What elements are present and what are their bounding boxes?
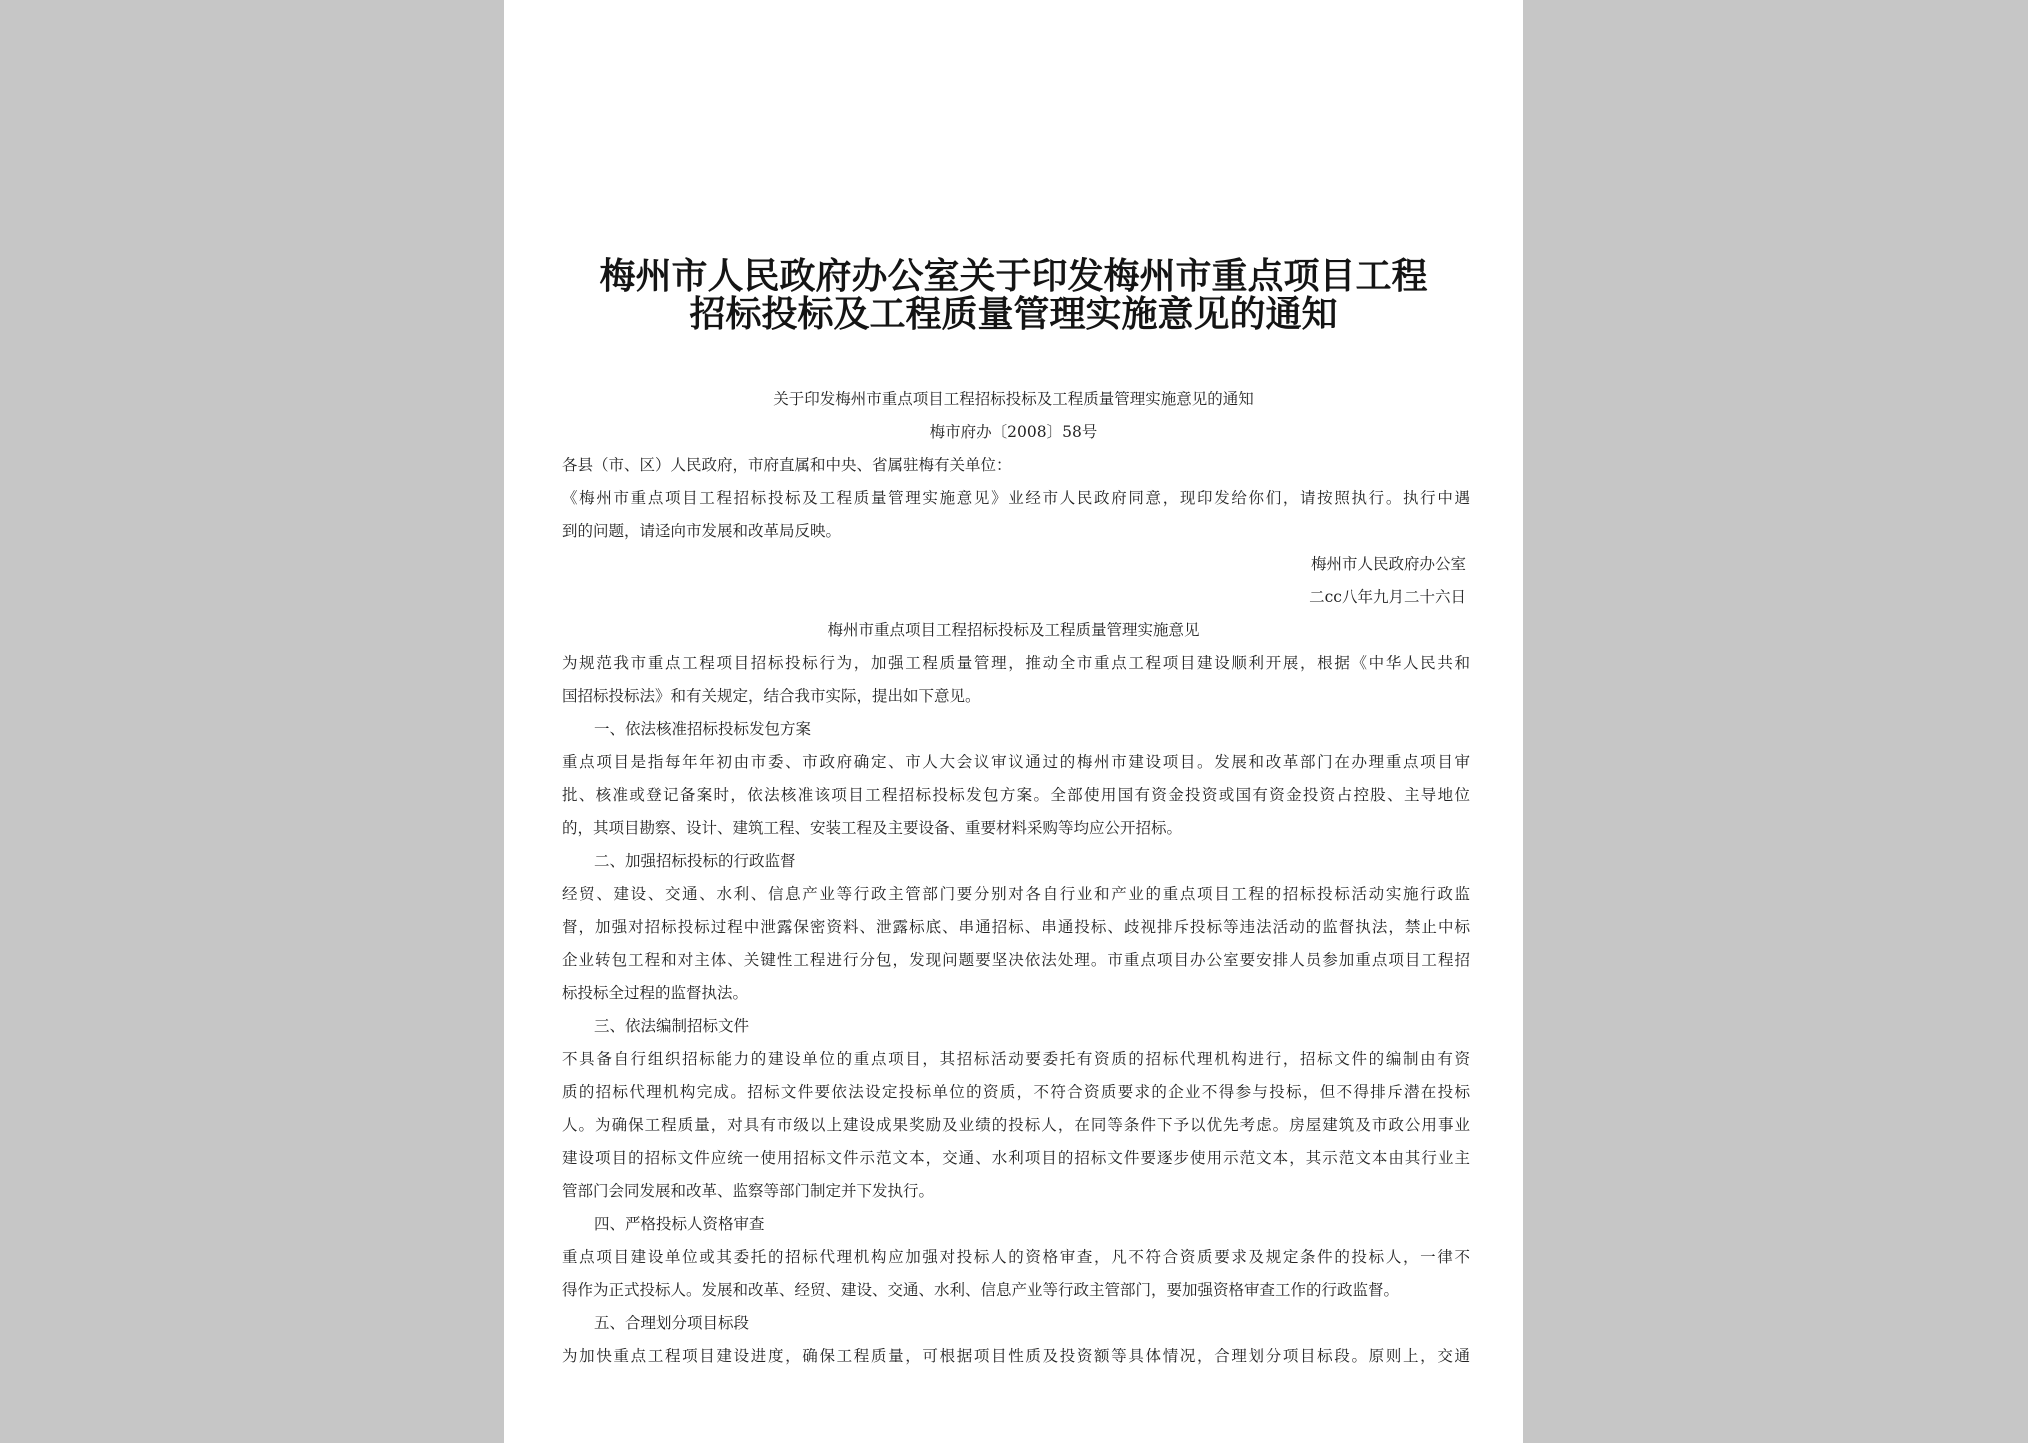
section-5-heading: 五、合理划分项目标段 (594, 1314, 750, 1332)
section-1-line-2: 批、核准或登记备案时，依法核准该项目工程招标投标发包方案。全部使用国有资金投资或国有资金投资占控股、主导地位 (562, 786, 1470, 804)
section-1-line-3: 的，其项目勘察、设计、建筑工程、安装工程及主要设备、重要材料采购等均应公开招标。 (562, 819, 1183, 837)
opinion-title: 梅州市重点项目工程招标投标及工程质量管理实施意见 (827, 621, 1200, 639)
section-3-heading: 三、依法编制招标文件 (594, 1017, 750, 1035)
preamble-line-1: 为规范我市重点工程项目招标投标行为，加强工程质量管理，推动全市重点工程项目建设顺利开展，根据《中华人民共和 (562, 654, 1470, 672)
document-number: 梅市府办〔2008〕58号 (929, 423, 1098, 441)
document-page (504, 0, 1523, 1443)
section-1-heading: 一、依法核准招标投标发包方案 (594, 720, 812, 738)
addressee: 各县（市、区）人民政府，市府直属和中央、省属驻梅有关单位： (562, 456, 1012, 474)
section-5-line-1: 为加快重点工程项目建设进度，确保工程质量，可根据项目性质及投资额等具体情况，合理划分项目标段。原则上，交通 (562, 1347, 1470, 1365)
document-title-line-2: 招标投标及工程质量管理实施意见的通知 (689, 294, 1338, 335)
section-3-line-2: 质的招标代理机构完成。招标文件要依法设定投标单位的资质，不符合资质要求的企业不得参与投标，但不得排斥潜在投标 (562, 1083, 1470, 1101)
section-2-line-3: 企业转包工程和对主体、关键性工程进行分包，发现问题要坚决依法处理。市重点项目办公室要安排人员参加重点项目工程招 (562, 951, 1470, 969)
section-4-line-2: 得作为正式投标人。发展和改革、经贸、建设、交通、水利、信息产业等行政主管部门，要加强资格审查工作的行政监督。 (562, 1281, 1400, 1299)
issue-date: 二cc八年九月二十六日 (1309, 588, 1466, 606)
intro-line-1: 《梅州市重点项目工程招标投标及工程质量管理实施意见》业经市人民政府同意，现印发给你们，请按照执行。执行中遇 (562, 489, 1470, 507)
document-subtitle: 关于印发梅州市重点项目工程招标投标及工程质量管理实施意见的通知 (773, 390, 1254, 408)
section-3-line-3: 人。为确保工程质量，对具有市级以上建设成果奖励及业绩的投标人，在同等条件下予以优先考虑。房屋建筑及市政公用事业 (562, 1116, 1470, 1134)
section-3-line-1: 不具备自行组织招标能力的建设单位的重点项目，其招标活动要委托有资质的招标代理机构进行，招标文件的编制由有资 (562, 1050, 1470, 1068)
intro-line-2: 到的问题，请迳向市发展和改革局反映。 (562, 522, 842, 540)
section-3-line-5: 管部门会同发展和改革、监察等部门制定并下发执行。 (562, 1182, 935, 1200)
section-2-heading: 二、加强招标投标的行政监督 (594, 852, 796, 870)
document-title-line-1: 梅州市人民政府办公室关于印发梅州市重点项目工程 (599, 256, 1428, 297)
section-1-line-1: 重点项目是指每年年初由市委、市政府确定、市人大会议审议通过的梅州市建设项目。发展和改革部门在办理重点项目审 (562, 753, 1470, 771)
section-4-line-1: 重点项目建设单位或其委托的招标代理机构应加强对投标人的资格审查，凡不符合资质要求及规定条件的投标人，一律不 (562, 1248, 1470, 1266)
preamble-line-2: 国招标投标法》和有关规定，结合我市实际，提出如下意见。 (562, 687, 981, 705)
section-2-line-2: 督，加强对招标投标过程中泄露保密资料、泄露标底、串通招标、串通投标、歧视排斥投标等违法活动的监督执法，禁止中标 (562, 918, 1470, 936)
issuer: 梅州市人民政府办公室 (1310, 555, 1466, 573)
section-4-heading: 四、严格投标人资格审查 (594, 1215, 765, 1233)
section-2-line-4: 标投标全过程的监督执法。 (562, 984, 749, 1002)
section-2-line-1: 经贸、建设、交通、水利、信息产业等行政主管部门要分别对各自行业和产业的重点项目工程的招标投标活动实施行政监 (562, 885, 1470, 903)
section-3-line-4: 建设项目的招标文件应统一使用招标文件示范文本，交通、水利项目的招标文件要逐步使用示范文本，其示范文本由其行业主 (562, 1149, 1470, 1167)
document-title (544, 258, 1483, 334)
